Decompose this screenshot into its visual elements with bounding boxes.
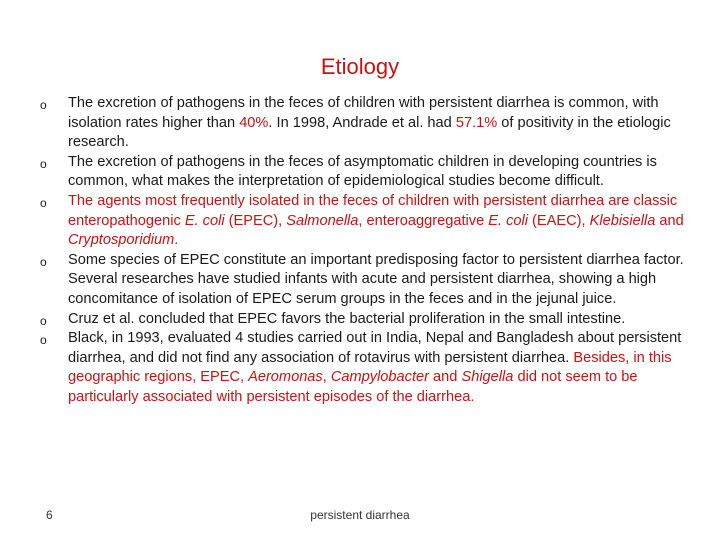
bullet-marker-icon: o bbox=[40, 98, 47, 112]
bullet-text: The excretion of pathogens in the feces of children with persistent diarrhea is common, with isolation rates higher than bbox=[68, 95, 659, 131]
highlight-text: , bbox=[322, 369, 331, 386]
highlight-text: did not seem to be particularly associated with persistent episodes of the diarrhea. bbox=[68, 369, 638, 405]
footer-text: persistent diarrhea bbox=[310, 508, 410, 522]
bullet-text: . In 1998, Andrade et al. had bbox=[268, 114, 456, 131]
bullet-text: Black, in 1993, evaluated 4 studies carried out in India, Nepal and Bangladesh about persistent diarrhea, and did not find any association of rotavirus with persistent diarrhea. bbox=[68, 330, 682, 366]
bullet-marker-icon: o bbox=[40, 156, 47, 171]
italic-organism: Klebisiella bbox=[589, 212, 656, 229]
bullet-item bbox=[40, 329, 685, 407]
bullet-marker-icon: o bbox=[40, 313, 47, 328]
bullet-text: (EAEC), bbox=[527, 212, 590, 229]
italic-organism: Salmonella bbox=[286, 212, 359, 229]
bullet-text: and bbox=[655, 212, 684, 229]
italic-organism: Cryptosporidium bbox=[68, 232, 175, 249]
highlight-text: and bbox=[429, 369, 462, 386]
bullet-text: Cruz et al. concluded that EPEC favors the bacterial proliferation in the small intestine. bbox=[68, 310, 626, 327]
italic-organism: Campylobacter bbox=[330, 369, 429, 386]
bullet-marker-icon: o bbox=[40, 195, 47, 210]
italic-organism: Shigella bbox=[461, 369, 514, 386]
bullet-item bbox=[40, 310, 685, 330]
bullet-text: . bbox=[174, 232, 179, 249]
highlight-text: 40% bbox=[239, 114, 269, 131]
bullet-text: of positivity in the etiologic research. bbox=[68, 114, 671, 151]
bullet-item bbox=[40, 251, 685, 310]
page-number: 6 bbox=[46, 508, 53, 522]
italic-organism: E. coli bbox=[488, 212, 528, 229]
bullet-item bbox=[40, 94, 685, 153]
italic-organism: Aeromonas bbox=[248, 369, 323, 386]
bullet-marker-icon: o bbox=[40, 254, 47, 269]
bullet-text: Some species of EPEC constitute an important predisposing factor to persistent diarrhea factor. Several researches have studied infants with acute and persistent diarrhea, showing a high concomitance of isolation of EPEC serum groups in the feces and in the jejunal juice. bbox=[68, 251, 684, 307]
bullet-marker-icon: o bbox=[40, 333, 47, 348]
slide-title: Etiology bbox=[320, 54, 400, 79]
bullet-text: The excretion of pathogens in the feces of asymptomatic children in developing countries is common, what makes the interpretation of epidemiological studies become difficult. bbox=[68, 153, 657, 190]
bullet-item bbox=[40, 153, 685, 192]
highlight-text: Besides, in this geographic regions, EPEC, bbox=[68, 349, 672, 386]
highlight-text: 57.1% bbox=[455, 114, 498, 131]
bullet-list bbox=[40, 94, 685, 408]
bullet-item bbox=[40, 192, 685, 251]
bullet-text: (EPEC), bbox=[224, 212, 287, 229]
italic-organism: E. coli bbox=[184, 212, 225, 229]
bullet-text: , enteroaggregative bbox=[358, 212, 489, 229]
bullet-text: The agents most frequently isolated in the feces of children with persistent diarrhea are classic enteropathogenic bbox=[68, 192, 678, 229]
